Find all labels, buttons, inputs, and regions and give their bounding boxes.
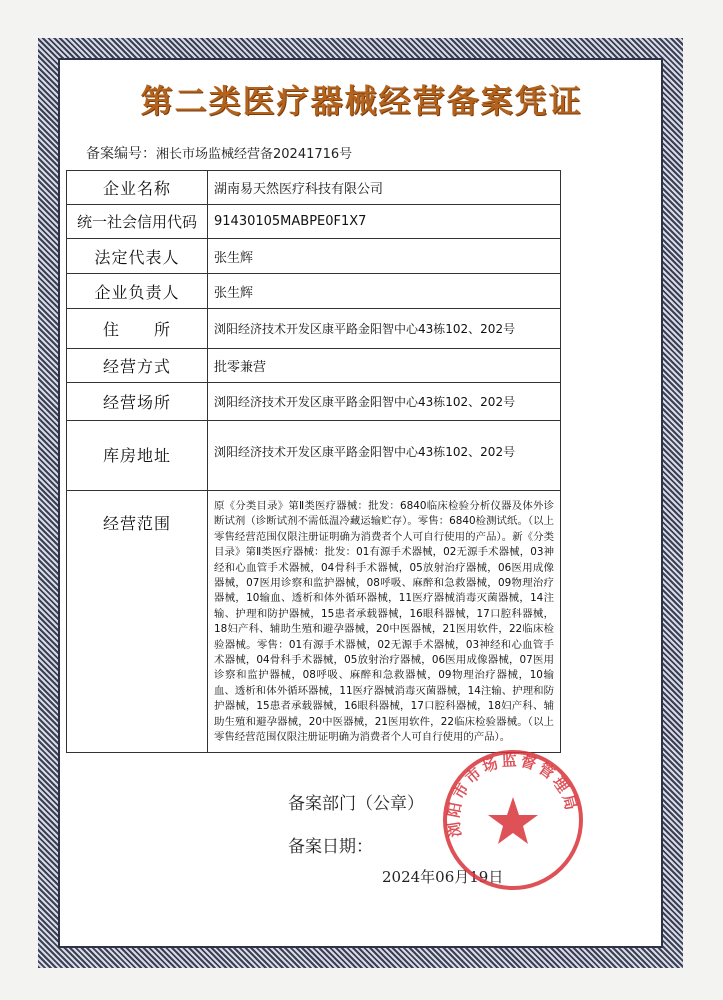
seal-text: 浏阳市市场监督管理局 xyxy=(444,751,581,839)
official-seal-icon xyxy=(438,745,588,895)
seal-star-icon xyxy=(488,797,538,844)
table-row xyxy=(67,421,561,491)
field-label: 法定代表人 xyxy=(67,239,208,274)
filing-date-value: 2024年06月19日 xyxy=(382,868,504,886)
field-value-residence: 浏阳经济技术开发区康平路金阳智中心43栋102、202号 xyxy=(208,309,561,349)
field-label: 统一社会信用代码 xyxy=(67,205,208,239)
field-label: 经营场所 xyxy=(67,383,208,421)
field-label: 经营方式 xyxy=(67,349,208,383)
field-label: 库房地址 xyxy=(67,421,208,491)
field-label: 企业负责人 xyxy=(67,274,208,309)
field-value-responsible-person: 张生辉 xyxy=(208,274,561,309)
filing-department-label: 备案部门（公章） xyxy=(288,794,424,814)
field-label: 住 所 xyxy=(67,309,208,349)
field-value-business-mode: 批零兼营 xyxy=(208,349,561,383)
info-table xyxy=(66,170,561,753)
document-title: 第二类医疗器械经营备案凭证 xyxy=(140,82,583,120)
filing-number-label: 备案编号： xyxy=(86,146,156,162)
field-value-credit-code: 91430105MABPE0F1X7 xyxy=(208,205,561,239)
filing-number-value: 湘长市场监械经营备20241716号 xyxy=(156,147,353,162)
field-label: 经营范围 xyxy=(67,491,208,753)
field-value-company-name: 湖南易天然医疗科技有限公司 xyxy=(208,171,561,205)
filing-number-line xyxy=(86,143,352,163)
field-label: 企业名称 xyxy=(67,171,208,205)
field-value-legal-rep: 张生辉 xyxy=(208,239,561,274)
field-value-business-premises: 浏阳经济技术开发区康平路金阳智中心43栋102、202号 xyxy=(208,383,561,421)
table-row xyxy=(67,205,561,239)
business-scope-text: 原《分类目录》第Ⅱ类医疗器械：批发：6840临床检验分析仪器及体外诊断试剂（诊断试剂不需低温冷藏运输贮存）。零售：6840检测试纸。（以上零售经营范围仅限注册证明确为消费者个人可自行使用的产品）。新《分类目录》第Ⅱ类医疗器械：批发：01有源手术器械，02无源手术器械，03神经和心血管手术器械，04骨科手术器械，05放射治疗器械，06医用成像器械，07医用诊察和监护器械，08呼吸、麻醉和急救器械，09物理治疗器械，10输血、透析和体外循环器械，11医疗器械消毒灭菌器械，14注输、护理和防护器械，15患者承载器械，16眼科器械，17口腔科器械，18妇产科、辅助生殖和避孕器械，20中医器械，21医用软件，22临床检验器械。零售：01有源手术器械，02无源手术器械，03神经和心血管手术器械，04骨科手术器械，05放射治疗器械，06医用成像器械，07医用诊察和监护器械，08呼吸、麻醉和急救器械，09物理治疗器械，10输血、透析和体外循环器械，11医疗器械消毒灭菌器械，14注输、护理和防护器械，15患者承载器械，16眼科器械，17口腔科器械，18妇产科、辅助生殖和避孕器械，20中医器械，21医用软件，22临床检验器械。（以上零售经营范围仅限注册证明确为消费者个人可自行使用的产品）。 xyxy=(208,491,561,753)
table-row xyxy=(67,239,561,274)
table-row xyxy=(67,383,561,421)
table-row xyxy=(67,274,561,309)
table-row xyxy=(67,171,561,205)
table-row xyxy=(67,349,561,383)
filing-date-label: 备案日期： xyxy=(288,837,373,857)
field-value-warehouse-address: 浏阳经济技术开发区康平路金阳智中心43栋102、202号 xyxy=(208,421,561,491)
table-row xyxy=(67,309,561,349)
table-row xyxy=(67,491,561,753)
